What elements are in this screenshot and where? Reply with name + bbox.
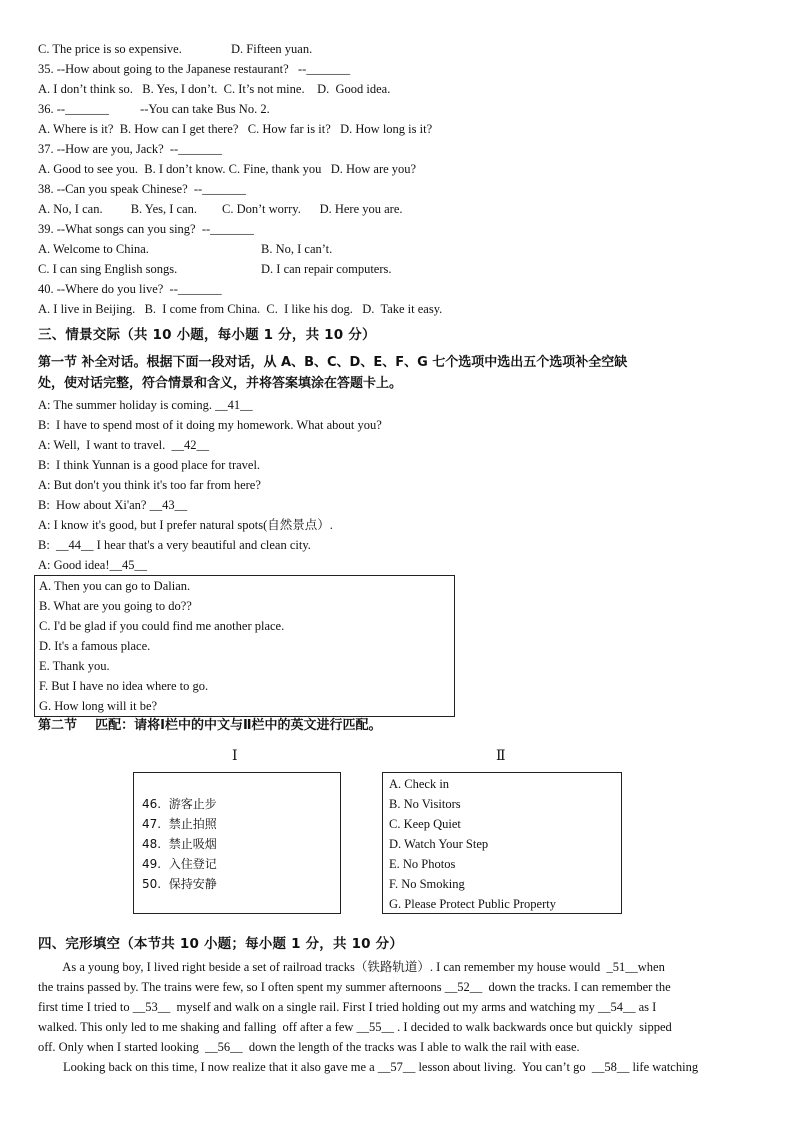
q38-options: A. No, I can. B. Yes, I can. C. Don’t worry. D. Here you are. <box>38 202 403 216</box>
english-sign-item: D. Watch Your Step <box>389 837 489 851</box>
chinese-sign-item: 48. 禁止吸烟 <box>142 837 217 851</box>
dialogue-line: A: But don't you think it's too far from here? <box>38 478 261 492</box>
cloze-line: Looking back on this time, I now realize that it also gave me a __57__ lesson about living. You can’t go __58__ life watching <box>38 1060 699 1074</box>
column-2-heading: Ⅱ <box>496 749 506 764</box>
dialogue-line: A: Good idea!__45__ <box>38 558 148 572</box>
cloze-line: the trains passed by. The trains were few, so I often spent my summer afternoons __52__ down the tracks. I can remember the <box>38 980 671 994</box>
dialogue-options-box <box>34 575 455 717</box>
english-sign-item: G. Please Protect Public Property <box>389 897 556 911</box>
dialogue-line: B: I have to spend most of it doing my homework. What about you? <box>38 418 382 432</box>
dialogue-line: A: I know it's good, but I prefer natural spots(自然景点）. <box>38 518 333 532</box>
section4-title: 四、完形填空（本节共 10 小题；每小题 1 分，共 10 分） <box>38 936 404 952</box>
q36-options: A. Where is it? B. How can I get there? C. How far is it? D. How long is it? <box>38 122 433 136</box>
dialogue-option: F. But I have no idea where to go. <box>39 679 209 693</box>
dialogue-line: A: Well, I want to travel. __42__ <box>38 438 209 452</box>
q39-option-a: A. Welcome to China. <box>38 242 149 256</box>
q36-stem: 36. --_______ --You can take Bus No. 2. <box>38 102 270 116</box>
part2-title: 第二节 匹配：请将Ⅰ栏中的中文与Ⅱ栏中的英文进行匹配。 <box>38 718 382 733</box>
english-sign-item: B. No Visitors <box>389 797 461 811</box>
english-signs-box <box>382 772 622 914</box>
dialogue-option: A. Then you can go to Dalian. <box>39 579 191 593</box>
q39-option-c: C. I can sing English songs. <box>38 262 178 276</box>
english-sign-item: C. Keep Quiet <box>389 817 461 831</box>
q34-option-c: C. The price is so expensive. <box>38 42 182 56</box>
dialogue-line: B: __44__ I hear that's a very beautiful and clean city. <box>38 538 311 552</box>
dialogue-option: D. It's a famous place. <box>39 639 151 653</box>
dialogue-line: A: The summer holiday is coming. __41__ <box>38 398 253 412</box>
cloze-line: off. Only when I started looking __56__ down the length of the tracks was I able to walk the rail with ease. <box>38 1040 580 1054</box>
section3-title: 三、情景交际（共 10 小题，每小题 1 分，共 10 分） <box>38 327 376 343</box>
q39-option-b: B. No, I can’t. <box>261 242 333 256</box>
cloze-line: As a young boy, I lived right beside a set of railroad tracks（铁路轨道）. I can remember my house would _51__when <box>38 960 665 974</box>
part1-title-line1: 第一节 补全对话。根据下面一段对话，从 A、B、C、D、E、F、G 七个选项中选出五个选项补全空缺 <box>38 355 628 370</box>
q35-stem: 35. --How about going to the Japanese restaurant? --_______ <box>38 62 351 76</box>
cloze-line: walked. This only led to me shaking and falling off after a few __55__ . I decided to walk backwards once but quickly sipped <box>38 1020 672 1034</box>
chinese-sign-item: 46. 游客止步 <box>142 797 217 811</box>
q40-options: A. I live in Beijing. B. I come from China. C. I like his dog. D. Take it easy. <box>38 302 443 316</box>
q38-stem: 38. --Can you speak Chinese? --_______ <box>38 182 246 196</box>
chinese-signs-box <box>133 772 341 914</box>
chinese-sign-item: 49. 入住登记 <box>142 857 217 871</box>
cloze-line: first time I tried to __53__ myself and walk on a single rail. First I tried holding out my arms and watching my __54__ as I <box>38 1000 657 1014</box>
dialogue-option: G. How long will it be? <box>39 699 158 713</box>
q35-options: A. I don’t think so. B. Yes, I don’t. C. It’s not mine. D. Good idea. <box>38 82 391 96</box>
column-1-heading: Ⅰ <box>232 749 238 764</box>
q40-stem: 40. --Where do you live? --_______ <box>38 282 222 296</box>
english-sign-item: E. No Photos <box>389 857 456 871</box>
dialogue-line: B: I think Yunnan is a good place for travel. <box>38 458 261 472</box>
english-sign-item: F. No Smoking <box>389 877 465 891</box>
dialogue-option: E. Thank you. <box>39 659 110 673</box>
q34-option-d: D. Fifteen yuan. <box>231 42 313 56</box>
part1-title-line2: 处，使对话完整，符合情景和含义，并将答案填涂在答题卡上。 <box>38 376 403 391</box>
q39-stem: 39. --What songs can you sing? --_______ <box>38 222 254 236</box>
q37-options: A. Good to see you. B. I don’t know. C. Fine, thank you D. How are you? <box>38 162 417 176</box>
q37-stem: 37. --How are you, Jack? --_______ <box>38 142 222 156</box>
dialogue-option: C. I'd be glad if you could find me another place. <box>39 619 285 633</box>
dialogue-option: B. What are you going to do?? <box>39 599 192 613</box>
q39-option-d: D. I can repair computers. <box>261 262 392 276</box>
chinese-sign-item: 50. 保持安静 <box>142 877 217 891</box>
english-sign-item: A. Check in <box>389 777 450 791</box>
dialogue-line: B: How about Xi'an? __43__ <box>38 498 188 512</box>
chinese-sign-item: 47. 禁止拍照 <box>142 817 217 831</box>
